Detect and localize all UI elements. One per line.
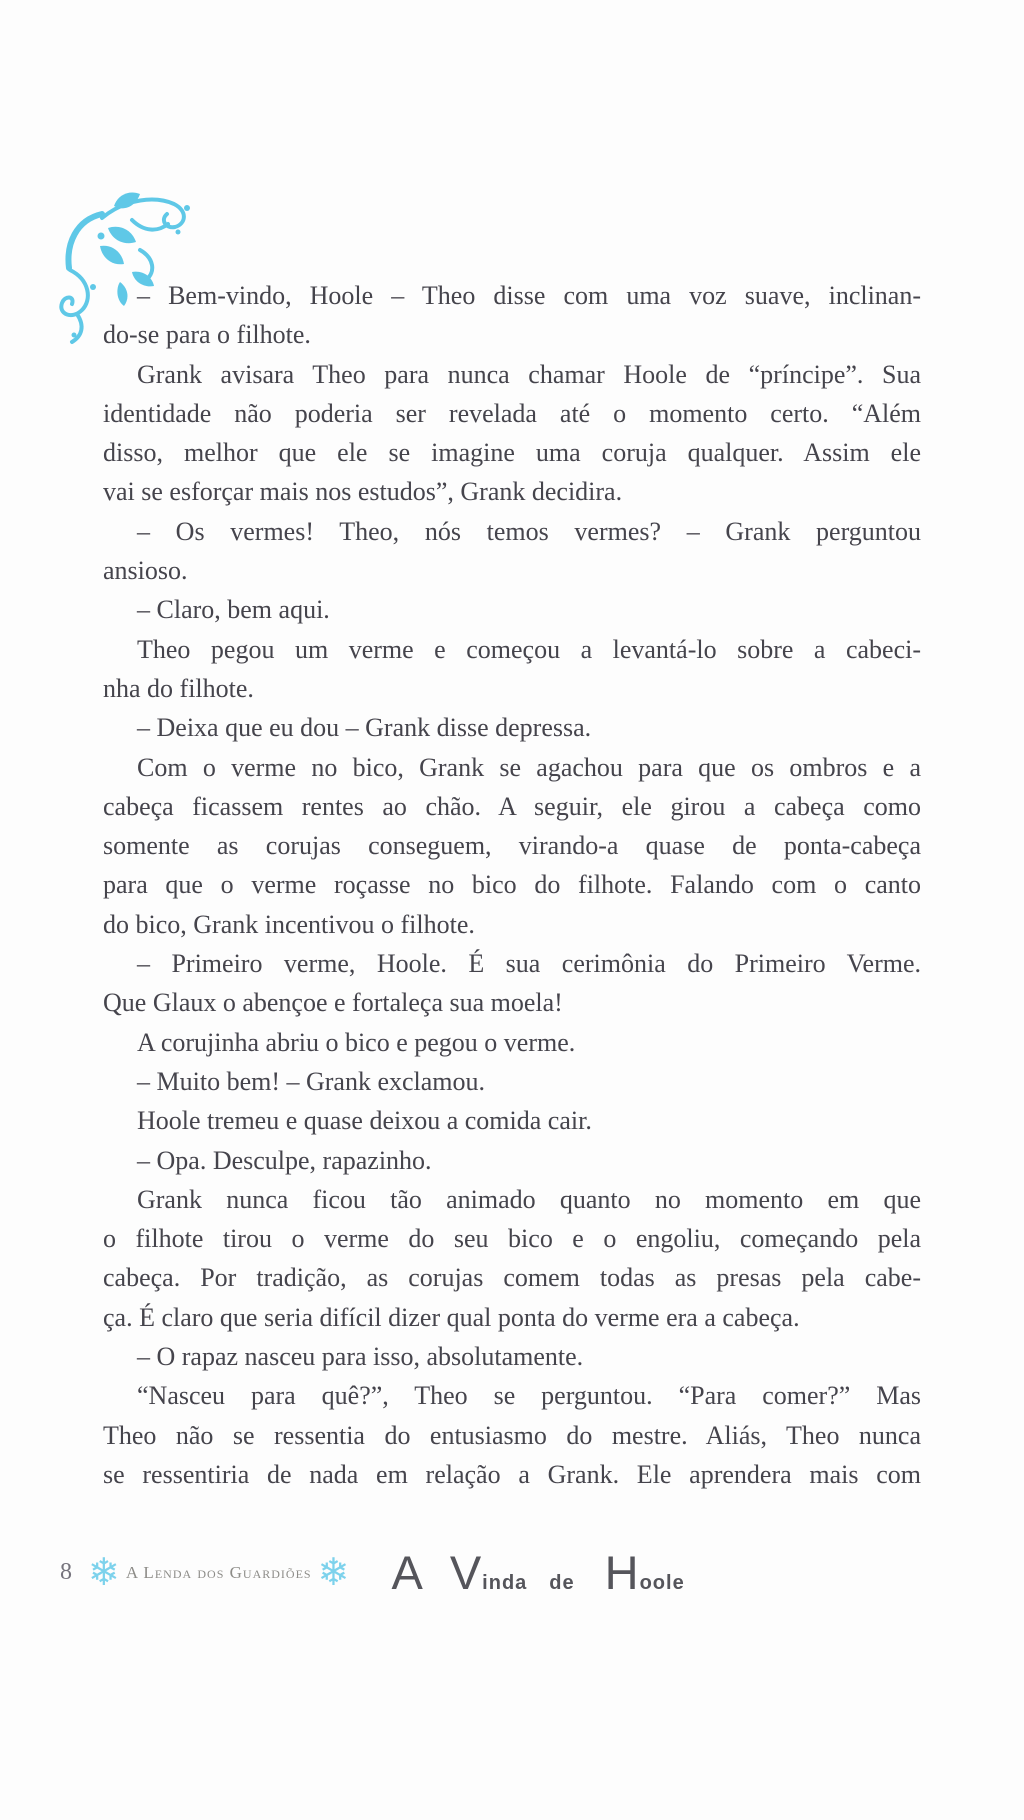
book-title-initial-a: A bbox=[391, 1545, 424, 1599]
text-line: identidade não poderia ser revelada até o momento certo. “Além bbox=[103, 398, 921, 428]
text-line: A corujinha abriu o bico e pegou o verme. bbox=[137, 1027, 576, 1057]
text-line: para que o verme roçasse no bico do filhote. Falando com o canto bbox=[103, 870, 921, 900]
text-line: – Opa. Desculpe, rapazinho. bbox=[137, 1145, 432, 1175]
text-line: – Os vermes! Theo, nós temos vermes? – Grank perguntou bbox=[137, 516, 921, 546]
snowflake-icon: ❄ bbox=[317, 1550, 350, 1594]
text-line: Que Glaux o abençoe e fortaleça sua moela! bbox=[103, 988, 563, 1018]
text-line: “Nasceu para quê?”, Theo se perguntou. “Para comer?” Mas bbox=[137, 1381, 921, 1411]
book-title-part-oole: oole bbox=[639, 1571, 685, 1594]
text-line: nha do filhote. bbox=[103, 673, 254, 703]
page-footer bbox=[60, 1544, 964, 1600]
text-line: cabeça ficassem rentes ao chão. A seguir, ele girou a cabeça como bbox=[103, 791, 921, 821]
series-title: A Lenda dos Guardiões bbox=[125, 1562, 312, 1582]
text-line: Theo pegou um verme e começou a levantá-lo sobre a cabeci- bbox=[137, 634, 921, 664]
text-line: o filhote tirou o verme do seu bico e o engoliu, começando pela bbox=[103, 1224, 921, 1254]
text-line: – Bem-vindo, Hoole – Theo disse com uma voz suave, inclinan- bbox=[137, 281, 921, 310]
text-line: – Primeiro verme, Hoole. É sua cerimônia do Primeiro Verme. bbox=[137, 949, 921, 979]
book-title-initial-v: V bbox=[449, 1545, 483, 1599]
text-line: ça. É claro que seria difícil dizer qual ponta do verme era a cabeça. bbox=[103, 1302, 800, 1332]
text-line: do-se para o filhote. bbox=[103, 320, 311, 350]
text-line: somente as corujas conseguem, virando-a quase de ponta-cabeça bbox=[103, 831, 921, 861]
book-title-initial-h: H bbox=[604, 1545, 640, 1599]
text-line: se ressentiria de nada em relação a Grank. Ele aprendera mais com bbox=[103, 1459, 921, 1489]
book-title-part-inda: inda bbox=[482, 1571, 528, 1594]
text-line: cabeça. Por tradição, as corujas comem todas as presas pela cabe- bbox=[103, 1263, 921, 1293]
book-title bbox=[391, 1545, 685, 1599]
text-line: ansioso. bbox=[103, 556, 188, 586]
text-line: do bico, Grank incentivou o filhote. bbox=[103, 909, 475, 939]
text-line: Grank avisara Theo para nunca chamar Hoole de “príncipe”. Sua bbox=[137, 359, 921, 389]
text-line: Hoole tremeu e quase deixou a comida cair. bbox=[137, 1106, 592, 1136]
text-line: Theo não se ressentia do entusiasmo do mestre. Aliás, Theo nunca bbox=[103, 1420, 921, 1450]
text-line: disso, melhor que ele se imagine uma coruja qualquer. Assim ele bbox=[103, 438, 921, 468]
page-number: 8 bbox=[60, 1559, 72, 1585]
text-line: – O rapaz nasceu para isso, absolutamente. bbox=[137, 1342, 584, 1372]
page-text bbox=[103, 276, 921, 1494]
text-line: vai se esforçar mais nos estudos”, Grank decidira. bbox=[103, 477, 623, 507]
text-line: – Deixa que eu dou – Grank disse depressa. bbox=[137, 713, 592, 743]
text-line: – Claro, bem aqui. bbox=[137, 595, 330, 625]
text-line: Grank nunca ficou tão animado quanto no momento em que bbox=[137, 1184, 921, 1214]
text-line: Com o verme no bico, Grank se agachou para que os ombros e a bbox=[137, 752, 921, 782]
text-line: – Muito bem! – Grank exclamou. bbox=[137, 1066, 486, 1096]
book-title-part-de: de bbox=[549, 1571, 575, 1594]
snowflake-icon: ❄ bbox=[88, 1550, 120, 1594]
